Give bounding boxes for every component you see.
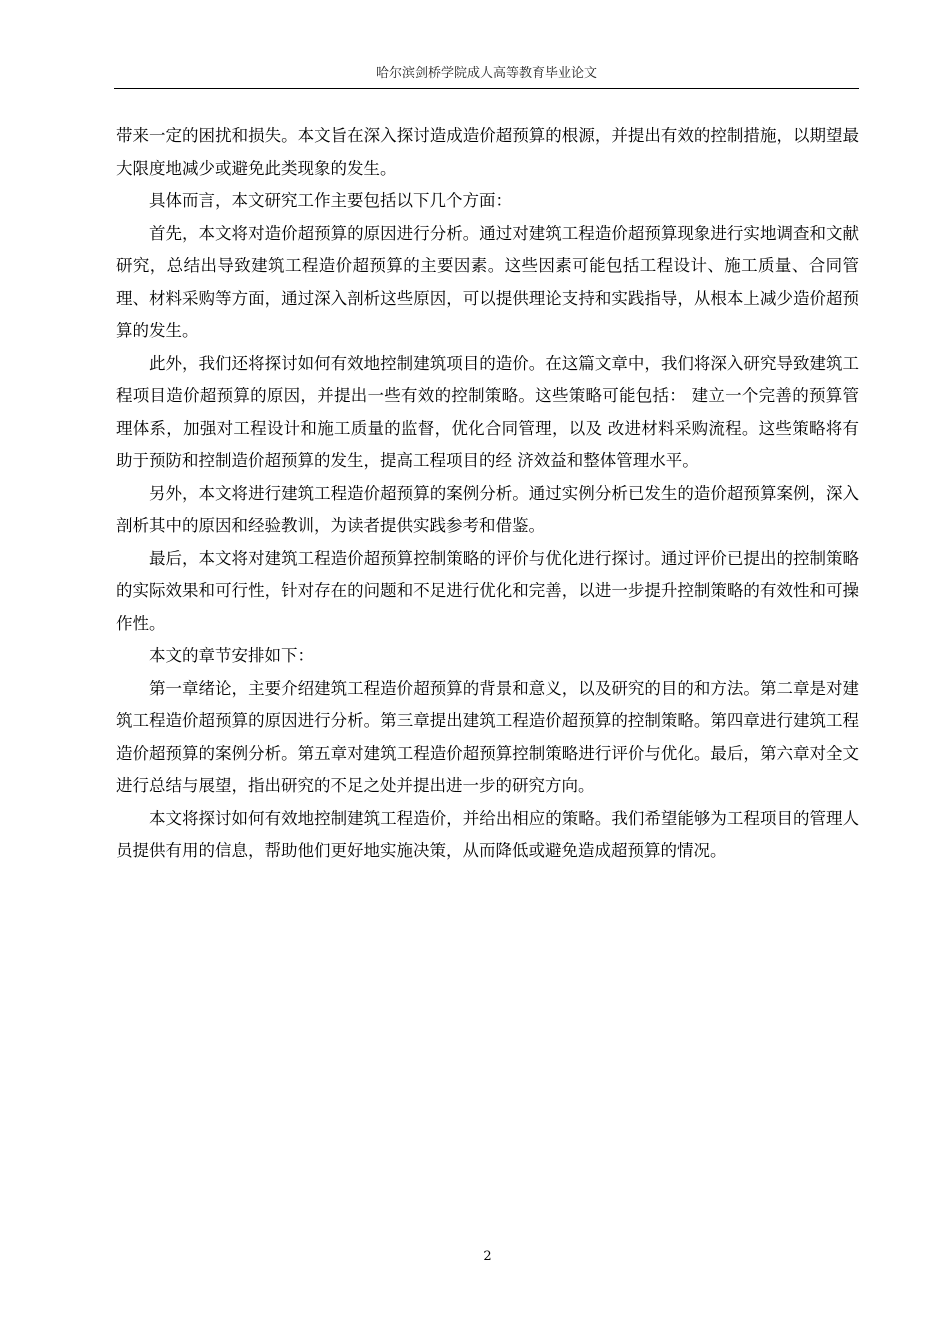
- page-number: 2: [483, 1249, 492, 1264]
- paragraph-first: 首先，本文将对造价超预算的原因进行分析。通过对建筑工程造价超预算现象进行实地调查和文献研究，总结出导致建筑工程造价超预算的主要因素。这些因素可能包括工程设计、施工质量、合同管理、材料采购等方面，通过深入剖析这些原因，可以提供理论支持和实践指导，从根本上减少造价超预算的发生。: [116, 223, 859, 340]
- running-header: 哈尔滨剑桥学院成人高等教育毕业论文: [114, 64, 859, 89]
- paragraph-chapter-list: 第一章绪论，主要介绍建筑工程造价超预算的背景和意义，以及研究的目的和方法。第二章是对建筑工程造价超预算的原因进行分析。第三章提出建筑工程造价超预算的控制策略。第四章进行建筑工程造价超预算的案例分析。第五章对建筑工程造价超预算控制策略进行评价与优化。最后，第六章对全文进行总结与展望，指出研究的不足之处并提出进一步的研究方向。: [116, 678, 859, 795]
- paragraph-chapter-intro: 本文的章节安排如下：: [149, 646, 314, 665]
- body-text: [116, 120, 859, 868]
- paragraph-intro: 具体而言，本文研究工作主要包括以下几个方面：: [149, 191, 512, 210]
- paragraph-continuation: 带来一定的困扰和损失。本文旨在深入探讨造成造价超预算的根源，并提出有效的控制措施，以期望最大限度地减少或避免此类现象的发生。: [116, 126, 859, 178]
- paragraph-moreover: 此外，我们还将探讨如何有效地控制建筑项目的造价。在这篇文章中，我们将深入研究导致建筑工程项目造价超预算的原因，并提出一些有效的控制策略。这些策略可能包括： 建立一个完善的预算管理体系，加强对工程设计和施工质量的监督，优化合同管理，以及 改进材料采购流程。这些策略将有助于预防和控制造价超预算的发生，提高工程项目的经 济效益和整体管理水平。: [116, 353, 859, 470]
- paragraph-additionally: 另外，本文将进行建筑工程造价超预算的案例分析。通过实例分析已发生的造价超预算案例，深入剖析其中的原因和经验教训，为读者提供实践参考和借鉴。: [116, 483, 859, 535]
- paragraph-finally: 最后，本文将对建筑工程造价超预算控制策略的评价与优化进行探讨。通过评价已提出的控制策略的实际效果和可行性，针对存在的问题和不足进行优化和完善，以进一步提升控制策略的有效性和可操作性。: [116, 548, 859, 633]
- paragraph-conclusion: 本文将探讨如何有效地控制建筑工程造价，并给出相应的策略。我们希望能够为工程项目的管理人员提供有用的信息，帮助他们更好地实施决策，从而降低或避免造成超预算的情况。: [116, 808, 859, 860]
